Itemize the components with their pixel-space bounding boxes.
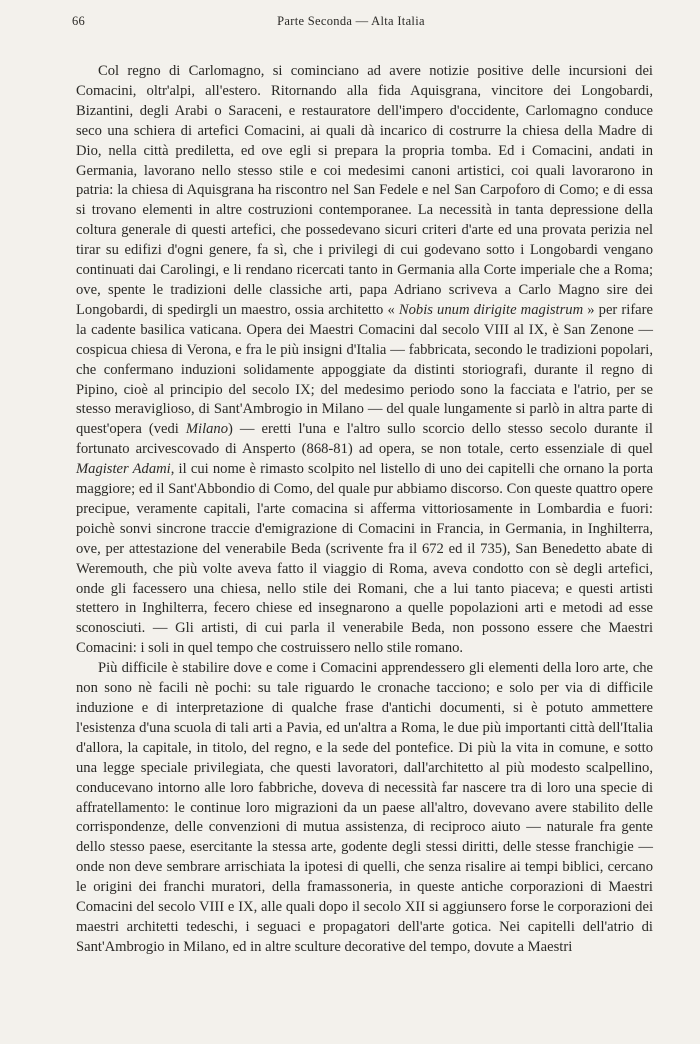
latin-quote: Nobis unum dirigite magistrum — [398, 301, 584, 318]
body-text — [76, 62, 653, 958]
paragraph — [76, 659, 653, 958]
text-segment: Col regno di Carlomagno, si cominciano ad avere notizie positive delle incursioni dei Comacini, oltr'alpi, all'estero. Ritornando alla fida Aquisgrana, vincitore dei Longobardi, Bizantini, degli Arabi o Saraceni, e restauratore dell'impero d'occidente, Carlomagno conduce seco una schiera di artefici Comacini, ai quali dà incarico di costrurre la chiesa della Madre di Dio, nella città prediletta, ed ove egli si prepara la propria tomba. Ed i Comacini, andati in Germania, lavorano nello stesso stile e coi medesimi canoni artistici, coi quali lavorarono in patria: la chiesa di Aquisgrana ha riscontro nel San Fedele e nel San Carpoforo di Como; e di essa si trovano elementi in altre costruzioni contemporanee. La necessità in tanta depressione della coltura generale di questi artefici, che possedevano sicuri criteri d'arte ed una provata perizia nel tirar su edifizi d'ogni genere, fa sì, che i privilegi di cui godevano sotto i Longobardi vengano continuati dai Carolingi, e li rendano ricercati tanto in Germania alla Corte imperiale che a Roma; ove, spente le tradizioni delle classiche arti, papa Adriano scriveva a Carlo Magno sire dei Longobardi, di spedirgli un maestro, ossia architetto « — [76, 63, 653, 318]
text-segment: » per rifare la cadente basilica vaticana. Opera dei Maestri Comacini dal secolo VIII al IX, è San Zenone — cospicua chiesa di Verona, e fra le più insigni d'Italia — fabbricata, secondo le tradizioni popolari, che confermano induzioni solidamente appoggiate da distinti storiografi, durante il regno di Pipino, cioè al principio del secolo IX; del medesimo periodo sono la facciata e l'atrio, per se stesso meraviglioso, di Sant'Ambrogio in Milano — del quale lungamente si parlò in altra parte di quest'opera (vedi — [76, 301, 653, 438]
text-segment: Più difficile è stabilire dove e come i Comacini apprendessero gli elementi della loro arte, che non sono nè facili nè pochi: su tale riguardo le cronache tacciono; e solo per via di difficile induzione e di interpretazione di qualche frase d'antichi documenti, si è potuto ammettere l'esistenza d'una scuola di tali arti a Pavia, ed un'altra a Roma, le due più importanti città dell'Italia d'allora, la capitale, in titolo, del regno, e la sede del pontefice. Di più la vita in comune, e sotto una legge speciale privilegiata, che questi lavoratori, dall'architetto al più modesto scalpellino, conducevano intorno alle loro fabbriche, doveva di necessità far nascere tra di loro una specie di affratellamento: le continue loro migrazioni da un paese all'altro, dovevano avere stabilito delle corrispondenze, delle convenzioni di mutua assistenza, di reciproco aiuto — naturale fra gente dello stesso paese, esercitante la stessa arte, godente degli stessi diritti, delle stesse franchigie — onde non deve sembrare arrischiata la ipotesi di quelli, che senza risalire ai tempi biblici, cercano le origini dei franchi muratori, della framassoneria, in queste antiche corporazioni di Maestri Comacini del secolo VIII e IX, alle quali dopo il secolo XII si aggiunsero forse le corporazioni dei maestri architetti tedeschi, i seguaci e propagatori dell'arte gotica. Nei capitelli dell'atrio di Sant'Ambrogio in Milano, ed in altre sculture decorative del tempo, dovute a Maestri — [76, 660, 653, 955]
paragraph — [76, 62, 653, 659]
running-title: Parte Seconda — Alta Italia — [277, 14, 425, 28]
running-header — [72, 14, 630, 36]
cross-reference: Milano — [185, 421, 229, 438]
text-segment: , il cui nome è rimasto scolpito nel listello di uno dei capitelli che ornano la porta maggiore; ed il Sant'Abbondio di Como, del quale pur abbiamo discorso. Con queste quattro opere precipue, veramente capitali, l'arte comacina si afferma vittoriosamente in Lombardia e fuori: poichè sonvi sincrone traccie d'emigrazione di Comacini in Francia, in Germania, in Inghilterra, ove, per attestazione del venerabile Beda (scrivente fra il 672 ed il 735), San Benedetto abate di Weremouth, che più volte aveva fatto il viaggio di Roma, aveva condotto con sè degli artefici, onde gli facessero una chiesa, nello stile dei Romani, che a lui tanto piaceva; e questi artisti stettero in Inghilterra, fecero chiese ed insegnarono a quelle popolazioni arti e metodi ad esse sconosciuti. — Gli artisti, di cui parla il venerabile Beda, non possono essere che Maestri Comacini: i soli in quel tempo che costruissero nello stile romano. — [76, 461, 653, 657]
page-number: 66 — [72, 14, 86, 28]
inscription-name: Magister Adami — [76, 461, 171, 478]
text-segment: ) — eretti l'una e l'altro sullo scorcio dello stesso secolo durante il fortunato arcivescovado di Ansperto (868-81) ad opera, se non totale, certo essenziale di quel — [76, 421, 653, 458]
